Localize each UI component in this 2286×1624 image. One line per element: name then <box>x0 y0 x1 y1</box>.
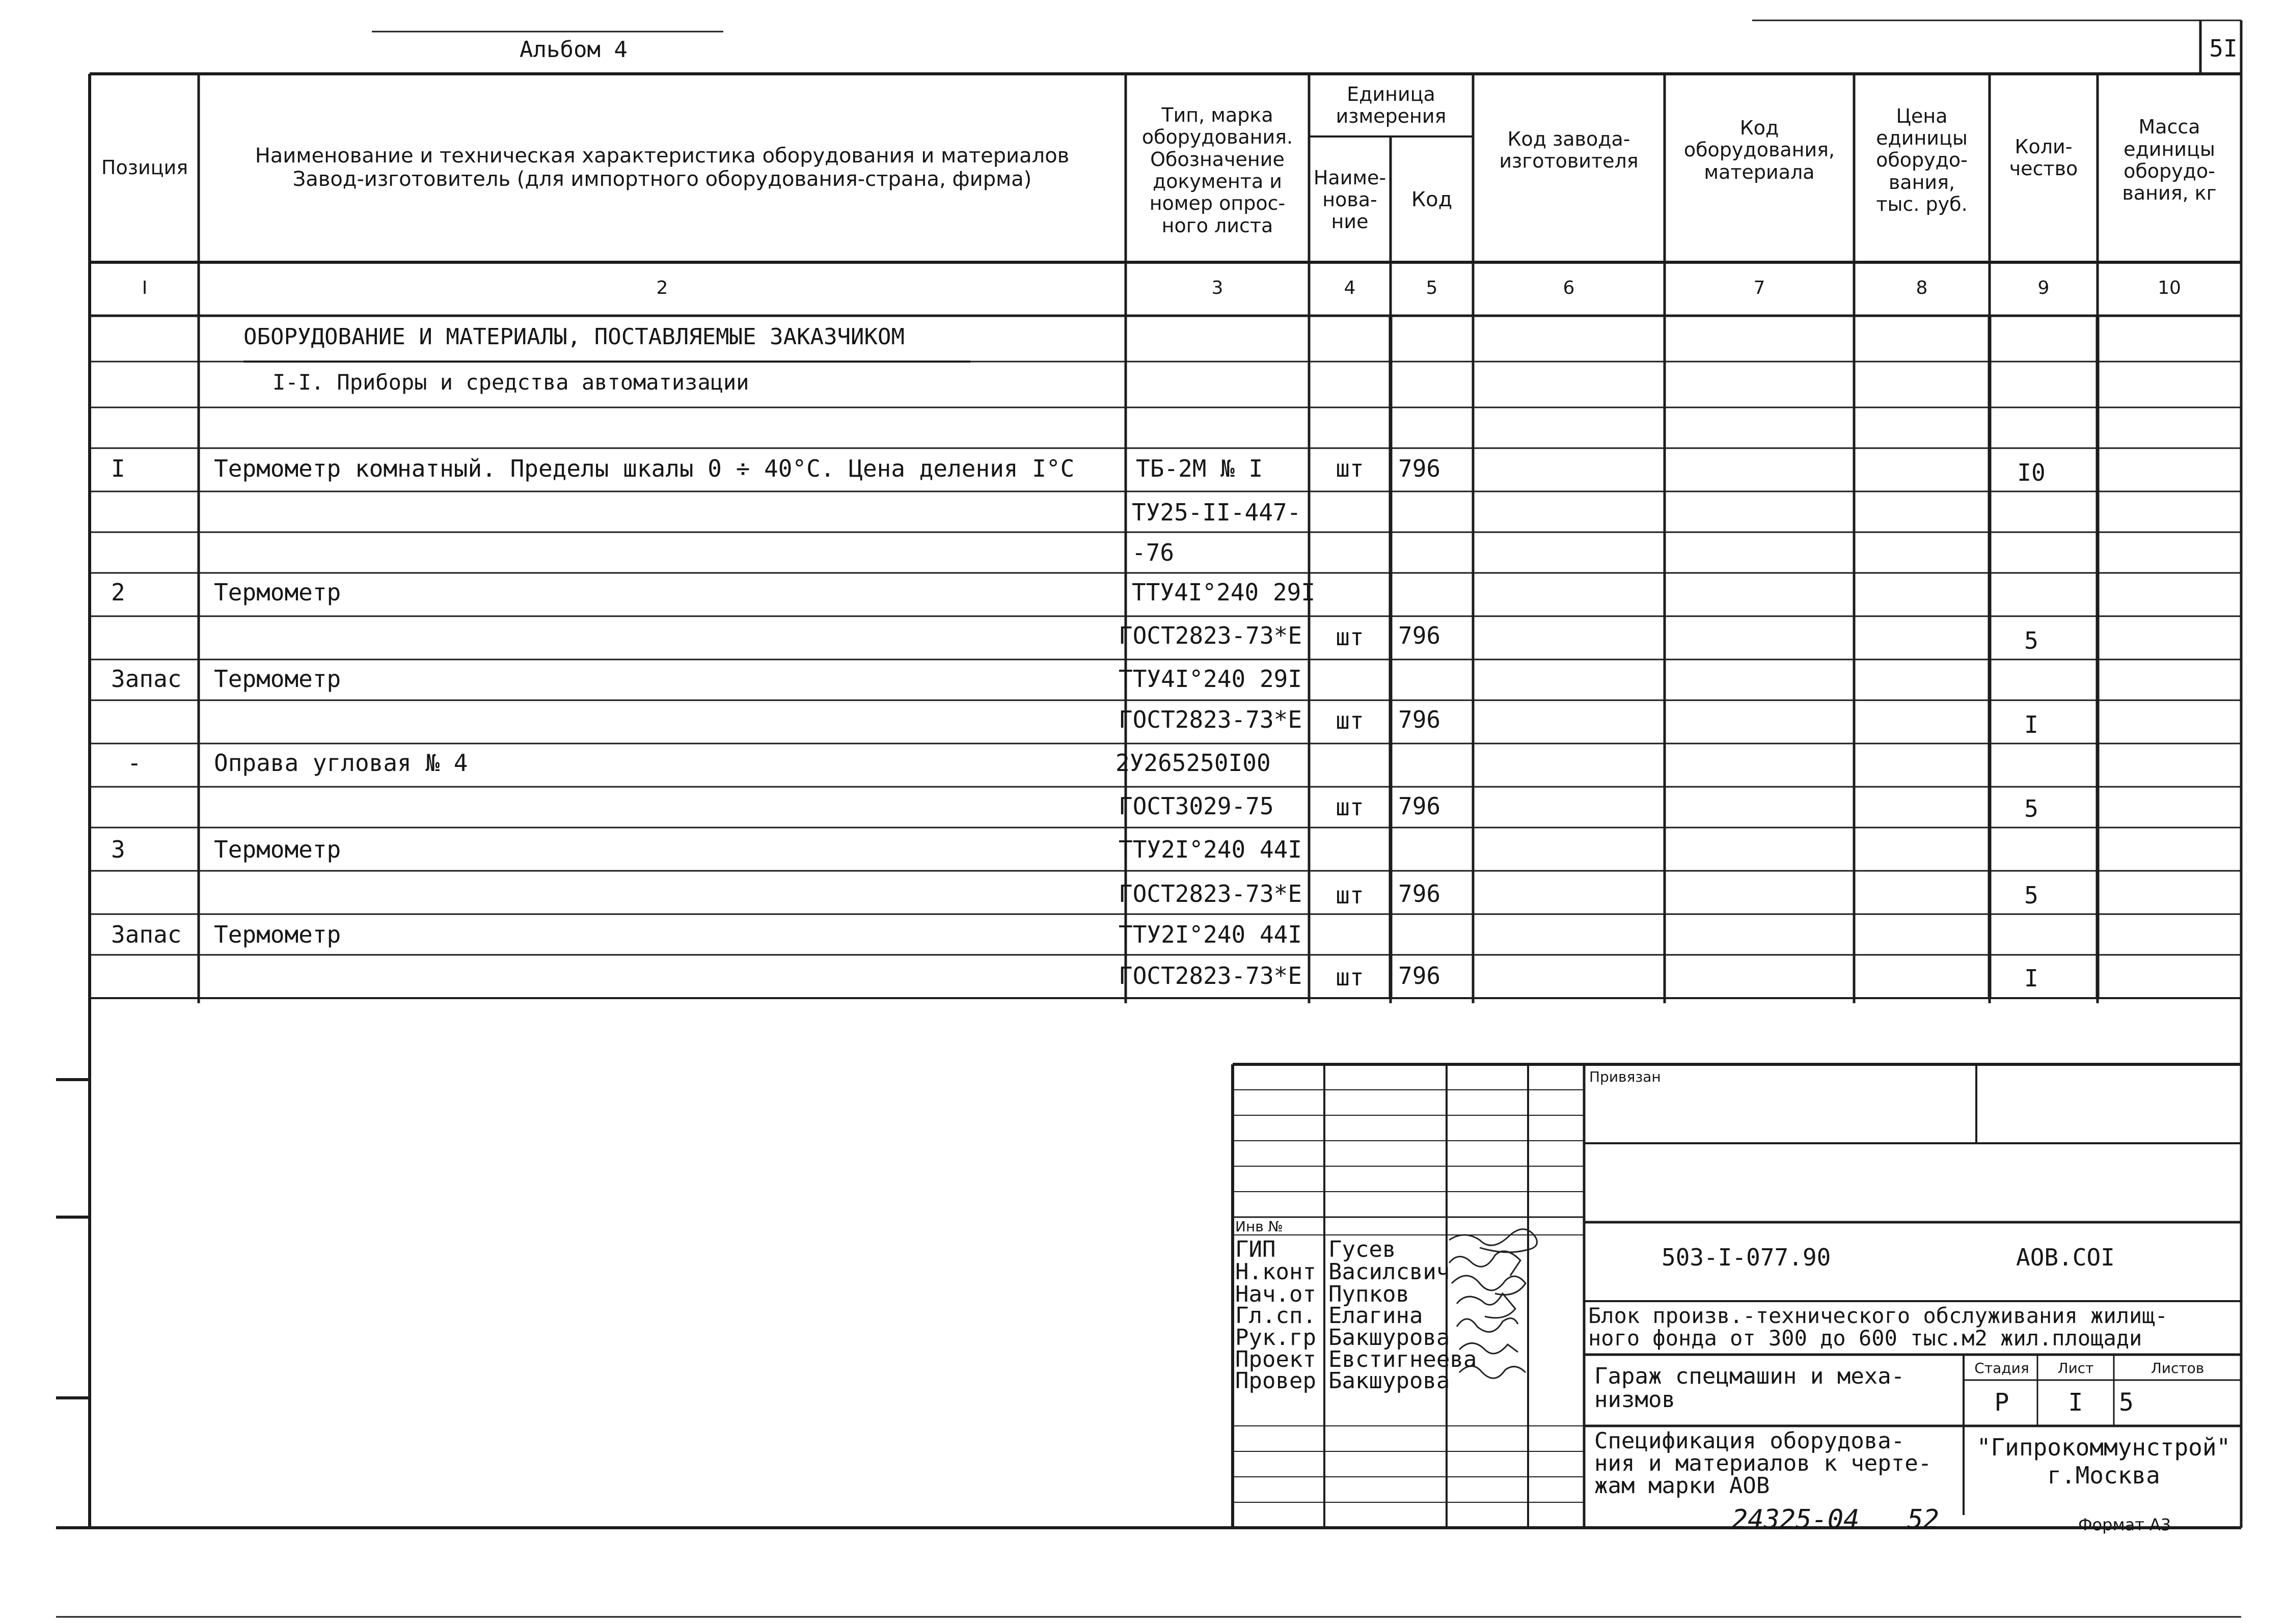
row-8-name: Оправа угловая № 4 <box>214 749 468 777</box>
signer-5-role: Рук.гр <box>1235 1325 1316 1351</box>
col-header-name: Наименование и техническая характеристика оборудования и материалов Завод-изготовитель (для импортного оборудования-страна, фирма) <box>255 144 1070 191</box>
sheet-value: I <box>2068 1388 2083 1417</box>
col-header-unit-name: Наиме- нова- ние <box>1313 166 1386 233</box>
doc-title: Спецификация оборудова- ния и материалов к черте- жам марки АОВ <box>1594 1428 1932 1499</box>
object-name: Гараж спецмашин и меха- низмов <box>1594 1363 1905 1413</box>
row-5-type: ГОСТ2823-73*Е <box>1119 622 1302 649</box>
signer-7-name: Бакшурова <box>1328 1368 1450 1394</box>
signer-1-name: Гусев <box>1328 1236 1396 1262</box>
section-title: ОБОРУДОВАНИЕ И МАТЕРИАЛЫ, ПОСТАВЛЯЕМЫЕ ЗАКАЗЧИКОМ <box>243 324 905 350</box>
signer-5-name: Бакшурова <box>1328 1325 1450 1351</box>
stage-value: Р <box>1994 1388 2009 1417</box>
col-header-type: Тип, марка оборудования. Обозначение документа и номер опрос- ного листа <box>1141 104 1293 237</box>
row-11-code: 796 <box>1398 880 1441 907</box>
row-9-qty: 5 <box>2024 795 2038 822</box>
subsection-title: I-I. Приборы и средства автоматизации <box>273 370 749 395</box>
inv-number-label: Инв № <box>1235 1218 1283 1235</box>
row-1-qty: I0 <box>2017 459 2046 486</box>
sheet-label: Лист <box>2057 1360 2094 1377</box>
col-num-7: 7 <box>1753 278 1765 298</box>
col-num-3: 3 <box>1211 278 1223 298</box>
col-header-unit-code: Код <box>1411 187 1453 211</box>
doc-code: 503-I-077.90 <box>1662 1244 1831 1271</box>
row-7-qty: I <box>2024 711 2038 738</box>
row-5-code: 796 <box>1398 622 1441 649</box>
col-num-2: 2 <box>656 278 668 298</box>
row-5-unit: шт <box>1336 623 1364 651</box>
row-1-unit: шт <box>1336 455 1364 482</box>
col-header-quantity: Коли- чество <box>2009 135 2078 180</box>
col-num-6: 6 <box>1563 278 1575 298</box>
row-12-name: Термометр <box>214 921 341 948</box>
row-11-unit: шт <box>1336 882 1364 909</box>
signer-3-name: Пупков <box>1328 1281 1409 1307</box>
row-13-unit: шт <box>1336 964 1364 991</box>
row-5-qty: 5 <box>2024 627 2038 654</box>
row-1-type: ТБ-2М № I <box>1136 455 1263 482</box>
row-1-name: Термометр комнатный. Пределы шкалы 0 ÷ 40°С. Цена деления I°С <box>214 455 1075 482</box>
col-num-1: I <box>142 278 148 298</box>
format-label: Формат А3 <box>2078 1515 2171 1534</box>
row-4-pos: 2 <box>111 579 125 606</box>
row-1-pos: I <box>111 455 125 482</box>
row-1-code: 796 <box>1398 455 1441 482</box>
col-num-5: 5 <box>1426 278 1438 298</box>
signer-2-name: Василсвич <box>1328 1259 1450 1285</box>
row-8-type: 2У265250I00 <box>1115 749 1271 777</box>
col-header-position: Позиция <box>101 156 188 179</box>
organization: "Гипрокоммунстрой" г.Москва <box>1976 1434 2231 1490</box>
signer-3-role: Нач.от <box>1235 1281 1316 1307</box>
row-7-unit: шт <box>1336 707 1364 734</box>
row-9-type: ГОСТ3029-75 <box>1119 792 1274 820</box>
row-6-name: Термометр <box>214 665 341 693</box>
sheets-label: Листов <box>2151 1360 2205 1377</box>
row-10-pos: 3 <box>111 836 125 863</box>
signer-2-role: Н.конт <box>1235 1259 1316 1285</box>
row-13-code: 796 <box>1398 962 1441 989</box>
col-header-unit-group: Единица измерения <box>1336 82 1447 127</box>
row-13-qty: I <box>2024 965 2038 992</box>
row-11-type: ГОСТ2823-73*Е <box>1119 880 1302 907</box>
row-12-pos: Запас <box>111 921 182 948</box>
col-header-factory-code: Код завода- изготовителя <box>1499 127 1639 172</box>
row-6-pos: Запас <box>111 665 182 693</box>
row-6-type: ТТУ4I°240 29I <box>1119 665 1302 693</box>
col-num-4: 4 <box>1344 278 1356 298</box>
col-header-mass: Масса единицы оборудо- вания, кг <box>2122 116 2217 205</box>
signer-6-name: Евстигнеева <box>1328 1346 1477 1372</box>
row-13-type: ГОСТ2823-73*Е <box>1119 962 1302 989</box>
page-number: 5I <box>2209 35 2238 62</box>
row-10-type: ТТУ2I°240 44I <box>1119 836 1302 863</box>
row-11-qty: 5 <box>2024 882 2038 909</box>
doc-mark: АОВ.СОI <box>2016 1244 2115 1271</box>
col-num-9: 9 <box>2037 278 2050 298</box>
col-header-unit-price: Цена единицы оборудо- вания, тыс. руб. <box>1876 104 1968 215</box>
row-7-code: 796 <box>1398 706 1441 733</box>
row-4-name: Термометр <box>214 579 341 606</box>
col-num-8: 8 <box>1916 278 1928 298</box>
row-4-type: ТТУ4I°240 29I <box>1132 579 1316 606</box>
signer-6-role: Проект <box>1235 1346 1316 1372</box>
row-8-pos: - <box>127 749 142 777</box>
signer-4-name: Елагина <box>1328 1303 1423 1329</box>
row-3-type: -76 <box>1132 539 1175 566</box>
row-9-code: 796 <box>1398 792 1441 820</box>
stage-label: Стадия <box>1974 1360 2029 1377</box>
row-10-name: Термометр <box>214 836 341 863</box>
col-header-equipment-code: Код оборудования, материала <box>1683 117 1835 183</box>
row-2-type: ТУ25-II-447- <box>1132 499 1301 526</box>
signer-1-role: ГИП <box>1235 1236 1276 1262</box>
sheets-value: 5 <box>2119 1388 2134 1417</box>
privyazan-label: Привязан <box>1589 1068 1661 1085</box>
col-num-10: 10 <box>2158 278 2181 298</box>
signer-7-role: Провер <box>1235 1368 1316 1394</box>
album-label: Альбом 4 <box>520 37 628 63</box>
signer-4-role: Гл.сп. <box>1235 1303 1316 1329</box>
project-title: Блок произв.-технического обслуживания жилищ- ного фонда от 300 до 600 тыс.м2 жил.площади <box>1588 1303 2168 1351</box>
row-9-unit: шт <box>1336 793 1364 821</box>
row-7-type: ГОСТ2823-73*Е <box>1119 706 1302 733</box>
row-12-type: ТТУ2I°240 44I <box>1119 921 1302 948</box>
archive-stamp: 24325-04 52 <box>1732 1504 1939 1535</box>
